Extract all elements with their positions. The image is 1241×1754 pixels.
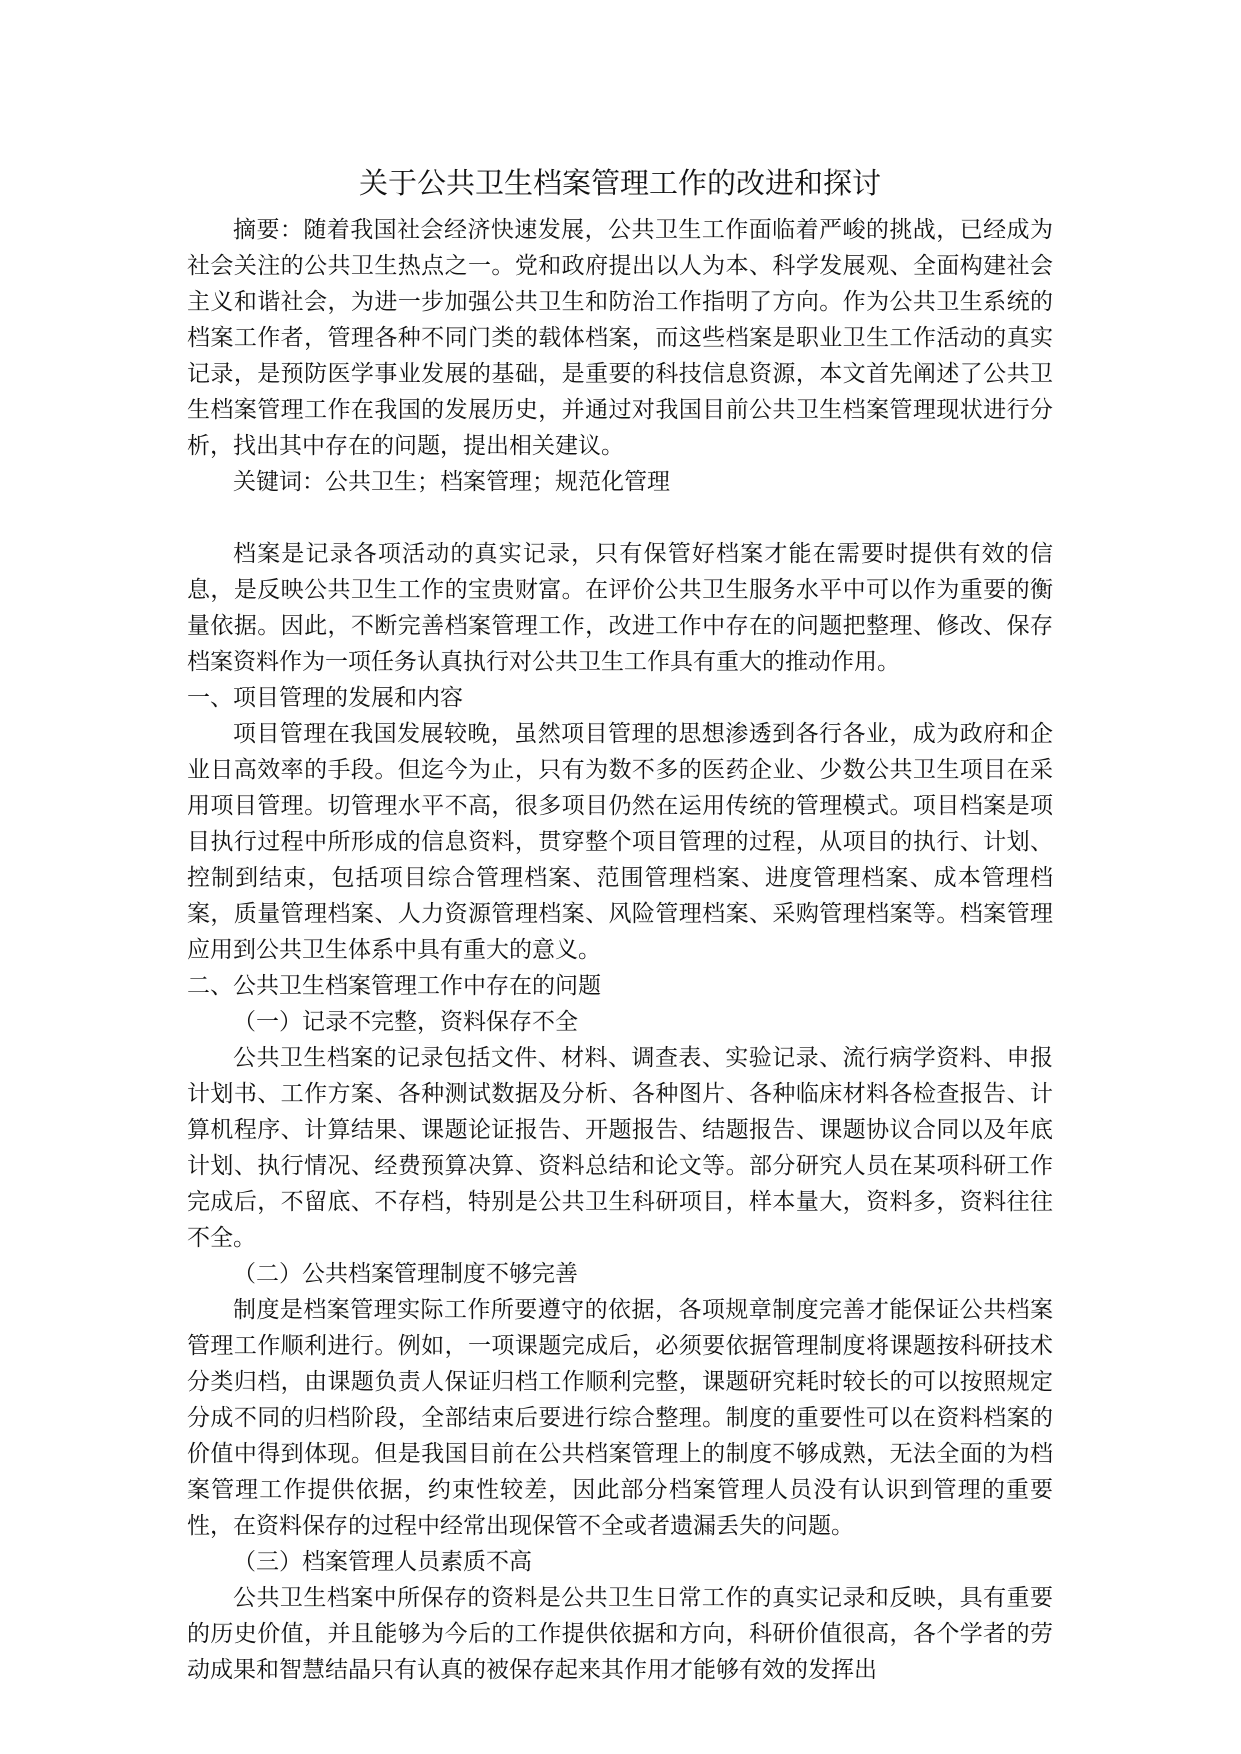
section-1-heading: 一、项目管理的发展和内容 [187,685,463,711]
keywords-line: 关键词：公共卫生；档案管理；规范化管理 [233,469,670,495]
section-2-heading: 二、公共卫生档案管理工作中存在的问题 [187,973,601,999]
subsection-2-1-heading: （一）记录不完整，资料保存不全 [233,1009,578,1035]
document-page [187,160,1053,1688]
document-title: 关于公共卫生档案管理工作的改进和探讨 [358,166,881,200]
intro-paragraph: 档案是记录各项活动的真实记录，只有保管好档案才能在需要时提供有效的信息，是反映公共卫生工作的宝贵财富。在评价公共卫生服务水平中可以作为重要的衡量依据。因此，不断完善档案管理工作，改进工作中存在的问题把整理、修改、保存档案资料作为一项任务认真执行对公共卫生工作具有重大的推动作用。 [187,541,1053,675]
section-1-paragraph: 项目管理在我国发展较晚，虽然项目管理的思想渗透到各行各业，成为政府和企业日高效率的手段。但迄今为止，只有为数不多的医药企业、少数公共卫生项目在采用项目管理。切管理水平不高，很多项目仍然在运用传统的管理模式。项目档案是项目执行过程中所形成的信息资料，贯穿整个项目管理的过程，从项目的执行、计划、控制到结束，包括项目综合管理档案、范围管理档案、进度管理档案、成本管理档案，质量管理档案、人力资源管理档案、风险管理档案、采购管理档案等。档案管理应用到公共卫生体系中具有重大的意义。 [187,721,1053,963]
subsection-2-1-paragraph: 公共卫生档案的记录包括文件、材料、调查表、实验记录、流行病学资料、申报计划书、工作方案、各种测试数据及分析、各种图片、各种临床材料各检查报告、计算机程序、计算结果、课题论证报告、开题报告、结题报告、课题协议合同以及年底计划、执行情况、经费预算决算、资料总结和论文等。部分研究人员在某项科研工作完成后，不留底、不存档，特别是公共卫生科研项目，样本量大，资料多，资料往往不全。 [187,1045,1053,1251]
subsection-2-2-heading: （二）公共档案管理制度不够完善 [233,1261,578,1287]
subsection-2-2-paragraph: 制度是档案管理实际工作所要遵守的依据，各项规章制度完善才能保证公共档案管理工作顺利进行。例如，一项课题完成后，必须要依据管理制度将课题按科研技术分类归档，由课题负责人保证归档工作顺利完整，课题研究耗时较长的可以按照规定分成不同的归档阶段，全部结束后要进行综合整理。制度的重要性可以在资料档案的价值中得到体现。但是我国目前在公共档案管理上的制度不够成熟，无法全面的为档案管理工作提供依据，约束性较差，因此部分档案管理人员没有认识到管理的重要性，在资料保存的过程中经常出现保管不全或者遗漏丢失的问题。 [187,1297,1053,1539]
subsection-2-3-paragraph: 公共卫生档案中所保存的资料是公共卫生日常工作的真实记录和反映，具有重要的历史价值，并且能够为今后的工作提供依据和方向，科研价值很高，各个学者的劳动成果和智慧结晶只有认真的被保存起来其作用才能够有效的发挥出 [187,1585,1053,1683]
abstract-paragraph: 摘要：随着我国社会经济快速发展，公共卫生工作面临着严峻的挑战，已经成为社会关注的公共卫生热点之一。党和政府提出以人为本、科学发展观、全面构建社会主义和谐社会，为进一步加强公共卫生和防治工作指明了方向。作为公共卫生系统的档案工作者，管理各种不同门类的载体档案，而这些档案是职业卫生工作活动的真实记录，是预防医学事业发展的基础，是重要的科技信息资源，本文首先阐述了公共卫生档案管理工作在我国的发展历史，并通过对我国目前公共卫生档案管理现状进行分析，找出其中存在的问题，提出相关建议。 [187,217,1053,459]
subsection-2-3-heading: （三）档案管理人员素质不高 [233,1549,532,1575]
